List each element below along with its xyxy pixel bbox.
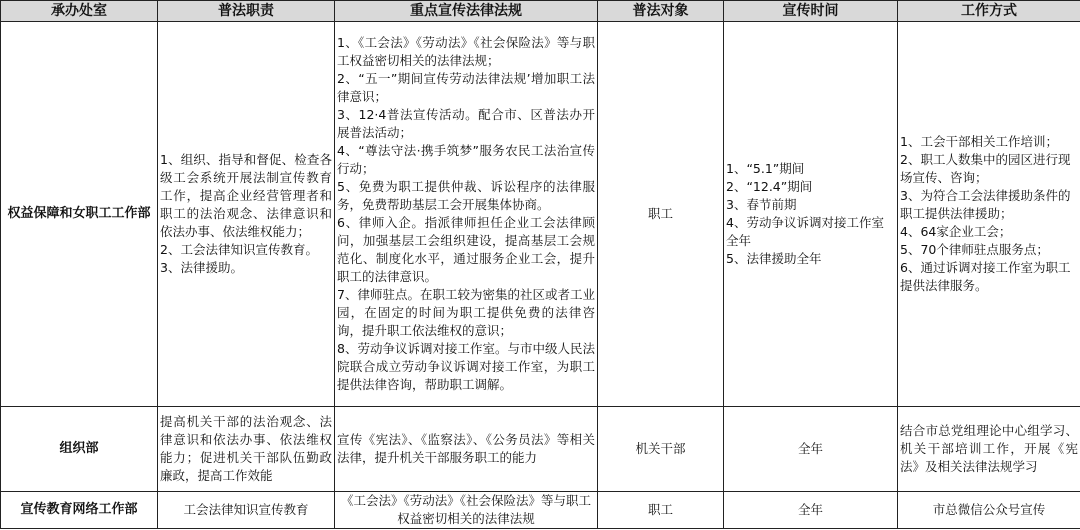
- duties-cell: 1、组织、指导和督促、检查各级工会系统开展法制宣传教育工作，提高企业经营管理者和职工的法治观念、法律意识和依法办事、依法维权能力； 2、工会法律知识宣传教育。 3、法律援助。: [158, 22, 335, 407]
- laws-cell: 1、《工会法》《劳动法》《社会保险法》等与职工权益密切相关的法律法规； 2、“五一”期间宣传劳动法律法规’增加职工法律意识； 3、12·4普法宣传活动。配合市、区普法办开展普法活动； 4、“尊法守法·携手筑梦”服务农民工法治宣传行动； 5、免费为职工提供仲裁、诉讼程序的法律服务，免费帮助基层工会开展集体协商。 6、律师入企。指派律师担任企业工会法律顾问，加强基层工会组织建设，提高基层工会规范化、制度化水平，通过服务企业工会，提升职工的法律意识。 7、律师驻点。在职工较为密集的社区或者工业园，在固定的时间为职工提供免费的法律咨询，提升职工依法维权的意识； 8、劳动争议诉调对接工作室。与市中级人民法院联合成立劳动争议诉调对接工作室，为职工提供法律咨询，帮助职工调解。: [335, 22, 598, 407]
- duties-cell: 工会法律知识宣传教育: [158, 492, 335, 529]
- time-cell: 全年: [724, 407, 898, 492]
- header-row: [1, 1, 1080, 22]
- table-row: [1, 22, 1080, 407]
- header-key-laws: 重点宣传法律法规: [335, 1, 598, 22]
- laws-cell: 《工会法》《劳动法》《社会保险法》等与职工权益密切相关的法律法规: [335, 492, 598, 529]
- target-cell: 机关干部: [598, 407, 724, 492]
- header-time: 宣传时间: [724, 1, 898, 22]
- time-cell: 1、“5.1”期间 2、“12.4”期间 3、春节前期 4、劳动争议诉调对接工作室全年 5、法律援助全年: [724, 22, 898, 407]
- header-target: 普法对象: [598, 1, 724, 22]
- header-department: 承办处室: [1, 1, 158, 22]
- department-cell: 组织部: [1, 407, 158, 492]
- header-duties: 普法职责: [158, 1, 335, 22]
- target-cell: 职工: [598, 492, 724, 529]
- department-cell: 权益保障和女职工工作部: [1, 22, 158, 407]
- target-cell: 职工: [598, 22, 724, 407]
- duties-cell: 提高机关干部的法治观念、法律意识和依法办事、依法维权能力；促进机关干部队伍勤政廉政，提高工作效能: [158, 407, 335, 492]
- time-cell: 全年: [724, 492, 898, 529]
- header-method: 工作方式: [898, 1, 1080, 22]
- method-cell: 结合市总党组理论中心组学习、机关干部培训工作，开展《宪法》及相关法律法规学习: [898, 407, 1080, 492]
- method-cell: 1、工会干部相关工作培训； 2、职工人数集中的园区进行现场宣传、咨询； 3、为符合工会法律援助条件的职工提供法律援助； 4、64家企业工会； 5、70个律师驻点服务点； 6、通过诉调对接工作室为职工提供法律服务。: [898, 22, 1080, 407]
- laws-cell: 宣传《宪法》、《监察法》、《公务员法》等相关法律，提升机关干部服务职工的能力: [335, 407, 598, 492]
- department-cell: 宣传教育网络工作部: [1, 492, 158, 529]
- method-cell: 市总微信公众号宣传: [898, 492, 1080, 529]
- table-row: [1, 407, 1080, 492]
- table-row: [1, 492, 1080, 529]
